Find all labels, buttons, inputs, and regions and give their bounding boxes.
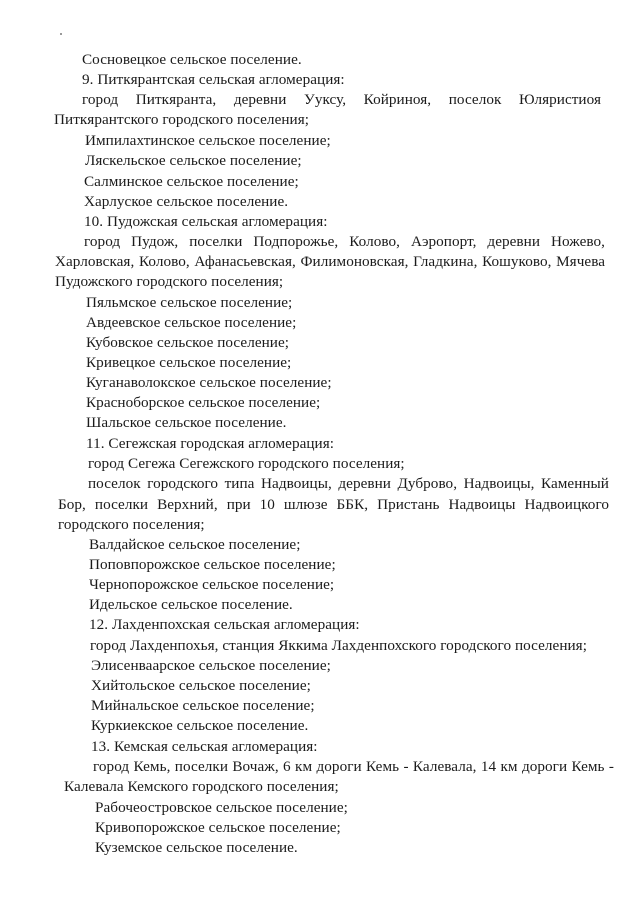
list-item: Харлуское сельское поселение. [84, 193, 289, 210]
list-item: Шальское сельское поселение. [86, 414, 287, 431]
text-line: город Кемь, поселки Вочаж, 6 км дороги Кемь - Калевала, 14 км дороги Кемь - [93, 758, 614, 775]
list-item: Куркиекское сельское поселение. [91, 717, 309, 734]
list-item: Рабочеостровское сельское поселение; [95, 799, 348, 816]
text-line: поселок городского типа Надвоицы, деревни Дуброво, Надвоицы, Каменный [88, 475, 609, 492]
text-line: Калевала Кемского городского поселения; [64, 778, 339, 795]
text-line: город Питкяранта, деревни Ууксу, Койриноя, поселок Юляристиоя [82, 91, 601, 108]
text-line: Пудожского городского поселения; [55, 273, 284, 290]
section-heading: 12. Лахденпохская сельская агломерация: [89, 616, 360, 633]
list-item: Куземское сельское поселение. [95, 839, 298, 856]
list-item: Идельское сельское поселение. [89, 596, 293, 613]
text-line: Питкярантского городского поселения; [54, 111, 310, 128]
list-item: Мийнальское сельское поселение; [91, 697, 315, 714]
text-line: город Сегежа Сегежского городского поселения; [88, 455, 405, 472]
list-item: Кривопорожское сельское поселение; [95, 819, 341, 836]
text-line: городского поселения; [58, 516, 205, 533]
list-item: Куганаволокское сельское поселение; [86, 374, 332, 391]
list-item: Чернопорожское сельское поселение; [89, 576, 335, 593]
section-heading: 13. Кемская сельская агломерация: [91, 738, 318, 755]
section-heading: 11. Сегежская городская агломерация: [86, 435, 335, 452]
text-line: город Лахденпохья, станция Яккима Лахденпохского городского поселения; [90, 637, 587, 654]
list-item: Импилахтинское сельское поселение; [85, 132, 331, 149]
list-item: Красноборское сельское поселение; [86, 394, 321, 411]
list-item: Ляскельское сельское поселение; [85, 152, 302, 169]
list-item: Поповпорожское сельское поселение; [89, 556, 336, 573]
list-item: Хийтольское сельское поселение; [91, 677, 311, 694]
list-item: Салминское сельское поселение; [84, 173, 299, 190]
section-heading: 10. Пудожская сельская агломерация: [84, 213, 328, 230]
list-item: Авдеевское сельское поселение; [86, 314, 297, 331]
scan-speck [60, 33, 62, 35]
text-line: город Пудож, поселки Подпорожье, Колово, Аэропорт, деревни Ножево, [84, 233, 605, 250]
list-item: Кубовское сельское поселение; [86, 334, 290, 351]
text-line: Сосновецкое сельское поселение. [82, 51, 302, 68]
text-line: Бор, поселки Верхний, при 10 шлюзе ББК, Пристань Надвоицы Надвоицкого [58, 496, 609, 513]
list-item: Пяльмское сельское поселение; [86, 294, 293, 311]
list-item: Кривецкое сельское поселение; [86, 354, 292, 371]
list-item: Элисенваарское сельское поселение; [91, 657, 331, 674]
list-item: Валдайское сельское поселение; [89, 536, 301, 553]
section-heading: 9. Питкярантская сельская агломерация: [82, 71, 345, 88]
text-line: Харловская, Колово, Афанасьевская, Филимоновская, Гладкина, Кошуково, Мячева [55, 253, 605, 270]
